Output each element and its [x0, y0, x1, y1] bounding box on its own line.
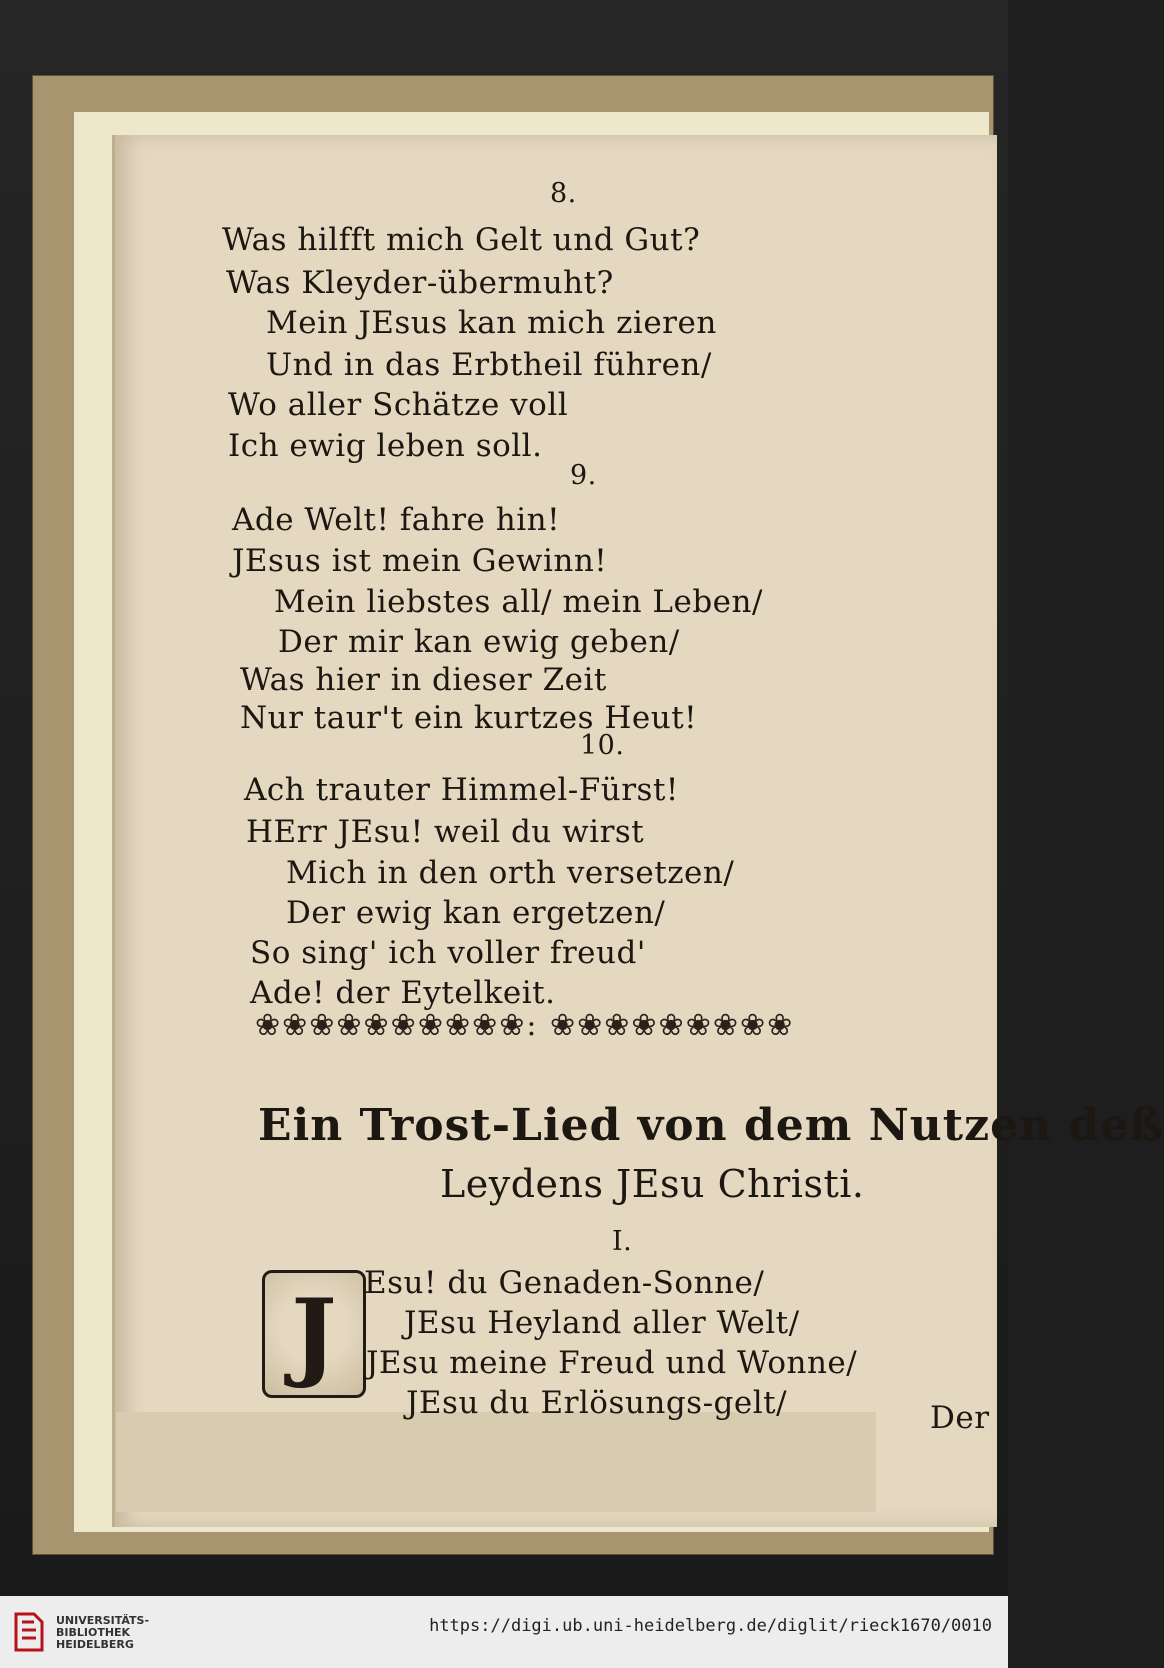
verse-line: Ach trauter Himmel-Fürst!	[244, 772, 679, 808]
verse-line: Mein JEsus kan mich zieren	[266, 305, 717, 341]
verse-line: Was Kleyder-übermuht?	[226, 265, 614, 301]
permalink-url[interactable]: https://digi.ub.uni-heidelberg.de/diglit/rieck1670/0010	[429, 1616, 992, 1636]
catchword: Der	[930, 1400, 990, 1436]
logo-line: BIBLIOTHEK	[56, 1626, 131, 1639]
verse-line: Ade! der Eytelkeit.	[250, 975, 556, 1011]
verse-line: Mein liebstes all/ mein Leben/	[274, 584, 763, 620]
verse-line: Was hilfft mich Gelt und Gut?	[222, 222, 701, 258]
verse-line: Was hier in dieser Zeit	[240, 662, 607, 698]
song-title: Ein Trost-Lied von dem Nutzen deß	[258, 1100, 1164, 1151]
viewer-footer	[0, 1596, 1008, 1668]
logo-line: UNIVERSITÄTS-	[56, 1614, 150, 1627]
stanza-number: 9.	[570, 460, 597, 491]
verse-line: Wo aller Schätze voll	[228, 387, 569, 423]
verse-line: JEsu du Erlösungs-gelt/	[406, 1385, 788, 1421]
verse-line: Ade Welt! fahre hin!	[232, 502, 561, 538]
verse-line: Esu! du Genaden-Sonne/	[364, 1265, 765, 1301]
verse-line: Der mir kan ewig geben/	[278, 624, 680, 660]
decorated-initial: J	[262, 1270, 366, 1398]
verse-line: JEsu Heyland aller Welt/	[404, 1305, 800, 1341]
ornament-divider: ❀❀❀❀❀❀❀❀❀❀: ❀❀❀❀❀❀❀❀❀	[255, 1008, 795, 1043]
verse-line: Ich ewig leben soll.	[228, 428, 543, 464]
verse-line: Der ewig kan ergetzen/	[286, 895, 666, 931]
verse-line: HErr JEsu! weil du wirst	[246, 814, 645, 850]
stanza-number: 8.	[550, 178, 577, 209]
university-logo-icon	[12, 1610, 46, 1654]
page-shadow-strip	[116, 1412, 876, 1512]
stanza-number: 10.	[580, 730, 625, 761]
verse-line: So sing' ich voller freud'	[250, 935, 646, 971]
verse-line: JEsu meine Freud und Wonne/	[366, 1345, 858, 1381]
logo-line: HEIDELBERG	[56, 1638, 134, 1651]
verse-line: Nur taur't ein kurtzes Heut!	[240, 700, 698, 736]
song-subtitle: Leydens JEsu Christi.	[440, 1162, 865, 1206]
stanza-number: I.	[612, 1226, 633, 1257]
university-logo-text	[56, 1615, 149, 1651]
verse-line: Mich in den orth versetzen/	[286, 855, 735, 891]
verse-line: Und in das Erbtheil führen/	[266, 347, 712, 383]
verse-line: JEsus ist mein Gewinn!	[232, 543, 608, 579]
